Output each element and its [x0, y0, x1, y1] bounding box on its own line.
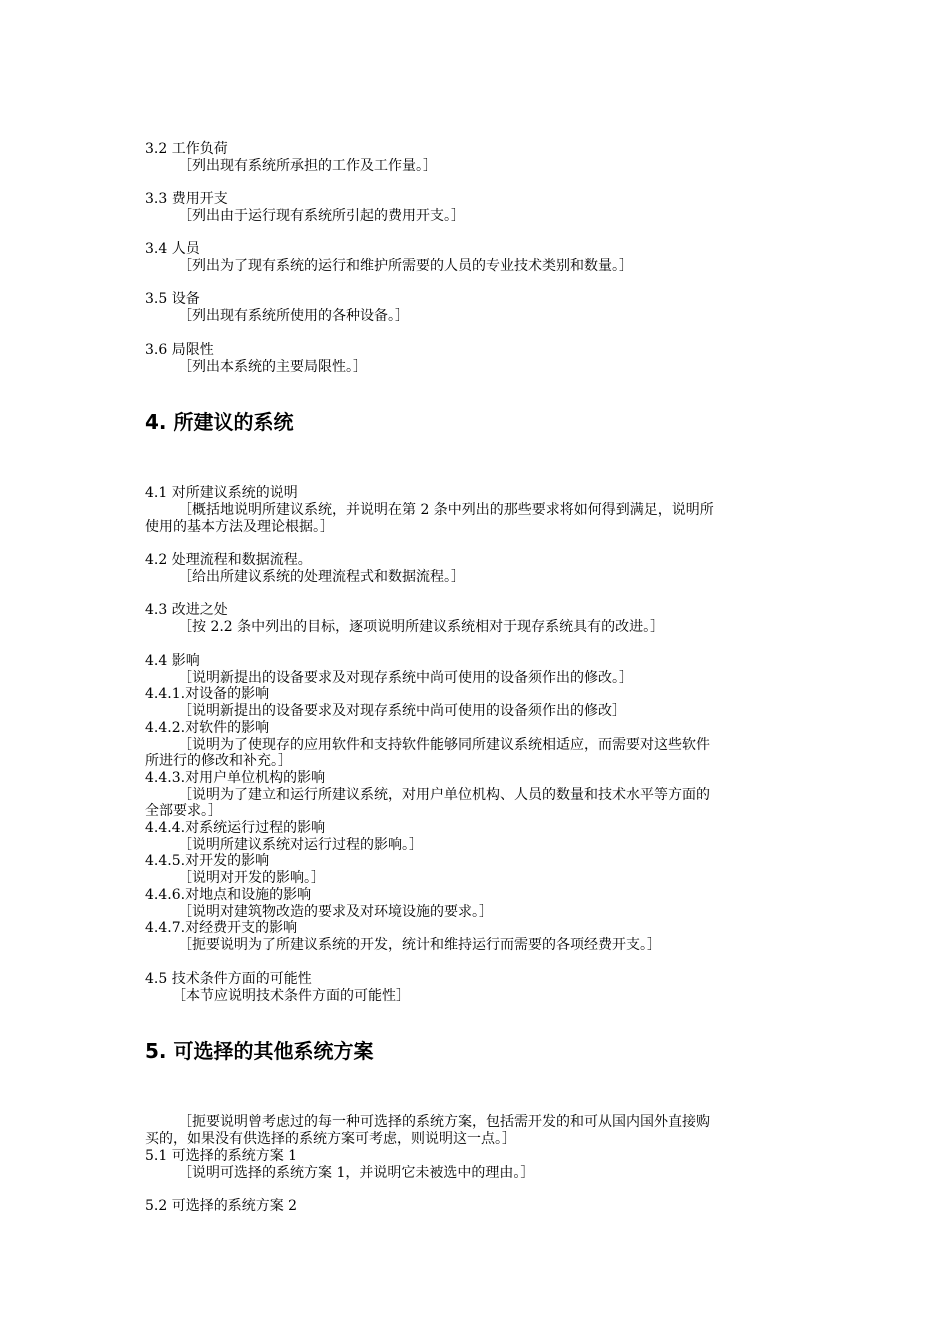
- section-3-6-desc: ［列出本系统的主要局限性。］: [178, 359, 367, 375]
- section-4-4-4-desc: ［说明所建议系统对运行过程的影响。］: [178, 837, 423, 853]
- section-4-4-4-title: 4.4.4.对系统运行过程的影响: [145, 820, 326, 836]
- section-4-4-2-desc-line2: 所进行的修改和补充。］: [145, 753, 292, 769]
- section-4-1-title: 4.1 对所建议系统的说明: [145, 485, 298, 501]
- section-3-5-title: 3.5 设备: [145, 291, 200, 307]
- section-3-3-desc: ［列出由于运行现有系统所引起的费用开支。］: [178, 208, 465, 224]
- section-3-5-desc: ［列出现有系统所使用的各种设备。］: [178, 308, 409, 324]
- section-4-2-title: 4.2 处理流程和数据流程。: [145, 552, 312, 568]
- section-5-intro-line1: ［扼要说明曾考虑过的每一种可选择的系统方案，包括需开发的和可从国内国外直接购: [178, 1114, 710, 1130]
- section-4-1-desc-line1: ［概括地说明所建议系统，并说明在第 2 条中列出的那些要求将如何得到满足，说明所: [178, 502, 714, 518]
- section-4-3-title: 4.3 改进之处: [145, 602, 228, 618]
- section-5-2-title: 5.2 可选择的系统方案 2: [145, 1198, 298, 1214]
- section-4-3-desc: ［按 2.2 条中列出的目标，逐项说明所建议系统相对于现存系统具有的改进。］: [178, 619, 665, 635]
- section-3-2-desc: ［列出现有系统所承担的工作及工作量。］: [178, 158, 437, 174]
- section-3-4-title: 3.4 人员: [145, 241, 200, 257]
- section-4-5-title: 4.5 技术条件方面的可能性: [145, 971, 312, 987]
- section-4-4-5-title: 4.4.5.对开发的影响: [145, 853, 270, 869]
- section-5-1-title: 5.1 可选择的系统方案 1: [145, 1148, 298, 1164]
- section-4-5-desc: ［本节应说明技术条件方面的可能性］: [172, 988, 410, 1004]
- section-4-4-7-title: 4.4.7.对经费开支的影响: [145, 920, 298, 936]
- section-3-3-title: 3.3 费用开支: [145, 191, 228, 207]
- section-4-4-3-desc-line1: ［说明为了建立和运行所建议系统，对用户单位机构、人员的数量和技术水平等方面的: [178, 787, 710, 803]
- section-4-4-1-desc: ［说明新提出的设备要求及对现存系统中尚可使用的设备须作出的修改］: [178, 703, 626, 719]
- section-4-heading: 4. 所建议的系统: [145, 410, 294, 434]
- section-4-4-2-title: 4.4.2.对软件的影响: [145, 720, 270, 736]
- section-5-heading: 5. 可选择的其他系统方案: [145, 1039, 374, 1063]
- section-4-4-7-desc: ［扼要说明为了所建议系统的开发，统计和维持运行而需要的各项经费开支。］: [178, 937, 661, 953]
- section-4-2-desc: ［给出所建议系统的处理流程式和数据流程。］: [178, 569, 465, 585]
- section-3-4-desc: ［列出为了现有系统的运行和维护所需要的人员的专业技术类别和数量。］: [178, 258, 633, 274]
- section-4-4-3-title: 4.4.3.对用户单位机构的影响: [145, 770, 326, 786]
- section-4-4-3-desc-line2: 全部要求。］: [145, 803, 222, 819]
- section-4-4-6-desc: ［说明对建筑物改造的要求及对环境设施的要求。］: [178, 904, 493, 920]
- section-4-4-1-title: 4.4.1.对设备的影响: [145, 686, 270, 702]
- section-4-4-6-title: 4.4.6.对地点和设施的影响: [145, 887, 312, 903]
- section-5-intro-line2: 买的，如果没有供选择的系统方案可考虑，则说明这一点。］: [145, 1131, 516, 1147]
- section-3-2-title: 3.2 工作负荷: [145, 141, 228, 157]
- section-4-4-5-desc: ［说明对开发的影响。］: [178, 870, 325, 886]
- section-4-4-2-desc-line1: ［说明为了使现存的应用软件和支持软件能够同所建议系统相适应，而需要对这些软件: [178, 737, 710, 753]
- section-4-4-title: 4.4 影响: [145, 653, 200, 669]
- section-4-4-desc: ［说明新提出的设备要求及对现存系统中尚可使用的设备须作出的修改。］: [178, 670, 633, 686]
- section-3-6-title: 3.6 局限性: [145, 342, 214, 358]
- section-4-1-desc-line2: 使用的基本方法及理论根据。］: [145, 519, 334, 535]
- section-5-1-desc: ［说明可选择的系统方案 1，并说明它未被选中的理由。］: [178, 1165, 535, 1181]
